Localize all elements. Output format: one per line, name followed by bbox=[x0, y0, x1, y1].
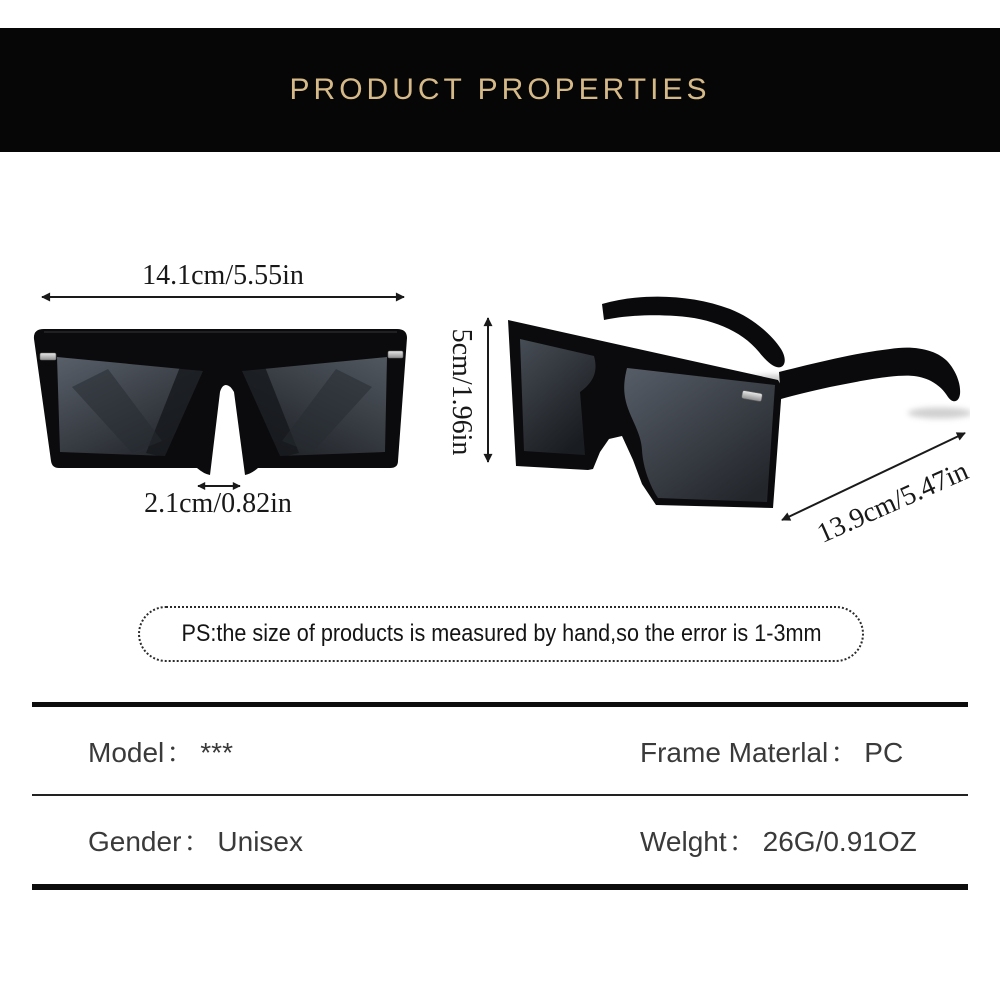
front-width-label: 14.1cm/5.55in bbox=[142, 260, 304, 291]
spec-colon: ： bbox=[183, 826, 212, 857]
spec-value: Unisex bbox=[217, 826, 304, 857]
near-temple bbox=[779, 348, 960, 402]
temple-length-label: 13.9cm/5.47in bbox=[812, 455, 973, 550]
spec-value: PC bbox=[864, 736, 904, 768]
spec-label: Model bbox=[88, 736, 165, 768]
spec-value: 26G/0.91OZ bbox=[762, 826, 917, 857]
spec-colon: ： bbox=[166, 736, 195, 768]
side-height-arrow-icon bbox=[481, 309, 495, 471]
note-text: PS:the size of products is measured by hand,so the error is 1-3mm bbox=[181, 620, 821, 647]
spec-label: Frame Materlal bbox=[640, 736, 829, 768]
spec-label: Welght bbox=[640, 826, 727, 857]
spec-value: *** bbox=[200, 736, 233, 768]
shadow-near-hook bbox=[908, 408, 970, 419]
table-row bbox=[32, 796, 968, 884]
page-title: PRODUCT PROPERTIES bbox=[289, 73, 711, 106]
note-pill bbox=[138, 606, 864, 662]
header-band bbox=[0, 28, 1000, 152]
spec-label: Gender bbox=[88, 826, 182, 857]
rivet-left-icon bbox=[40, 353, 56, 360]
spec-colon: ： bbox=[830, 736, 859, 768]
spec-weight bbox=[640, 820, 917, 860]
side-height-label: 5cm/1.96in bbox=[446, 328, 477, 456]
spec-frame-material bbox=[640, 731, 903, 771]
spec-model bbox=[88, 731, 233, 771]
table-bottom-rule bbox=[32, 884, 968, 890]
rivet-right-icon bbox=[388, 351, 403, 358]
spec-colon: ： bbox=[728, 826, 757, 857]
sunglasses-front-photo bbox=[30, 325, 414, 477]
front-width-arrow-icon bbox=[31, 289, 415, 305]
spec-gender bbox=[88, 820, 303, 860]
table-row bbox=[32, 707, 968, 794]
bridge-width-label: 2.1cm/0.82in bbox=[144, 488, 292, 519]
